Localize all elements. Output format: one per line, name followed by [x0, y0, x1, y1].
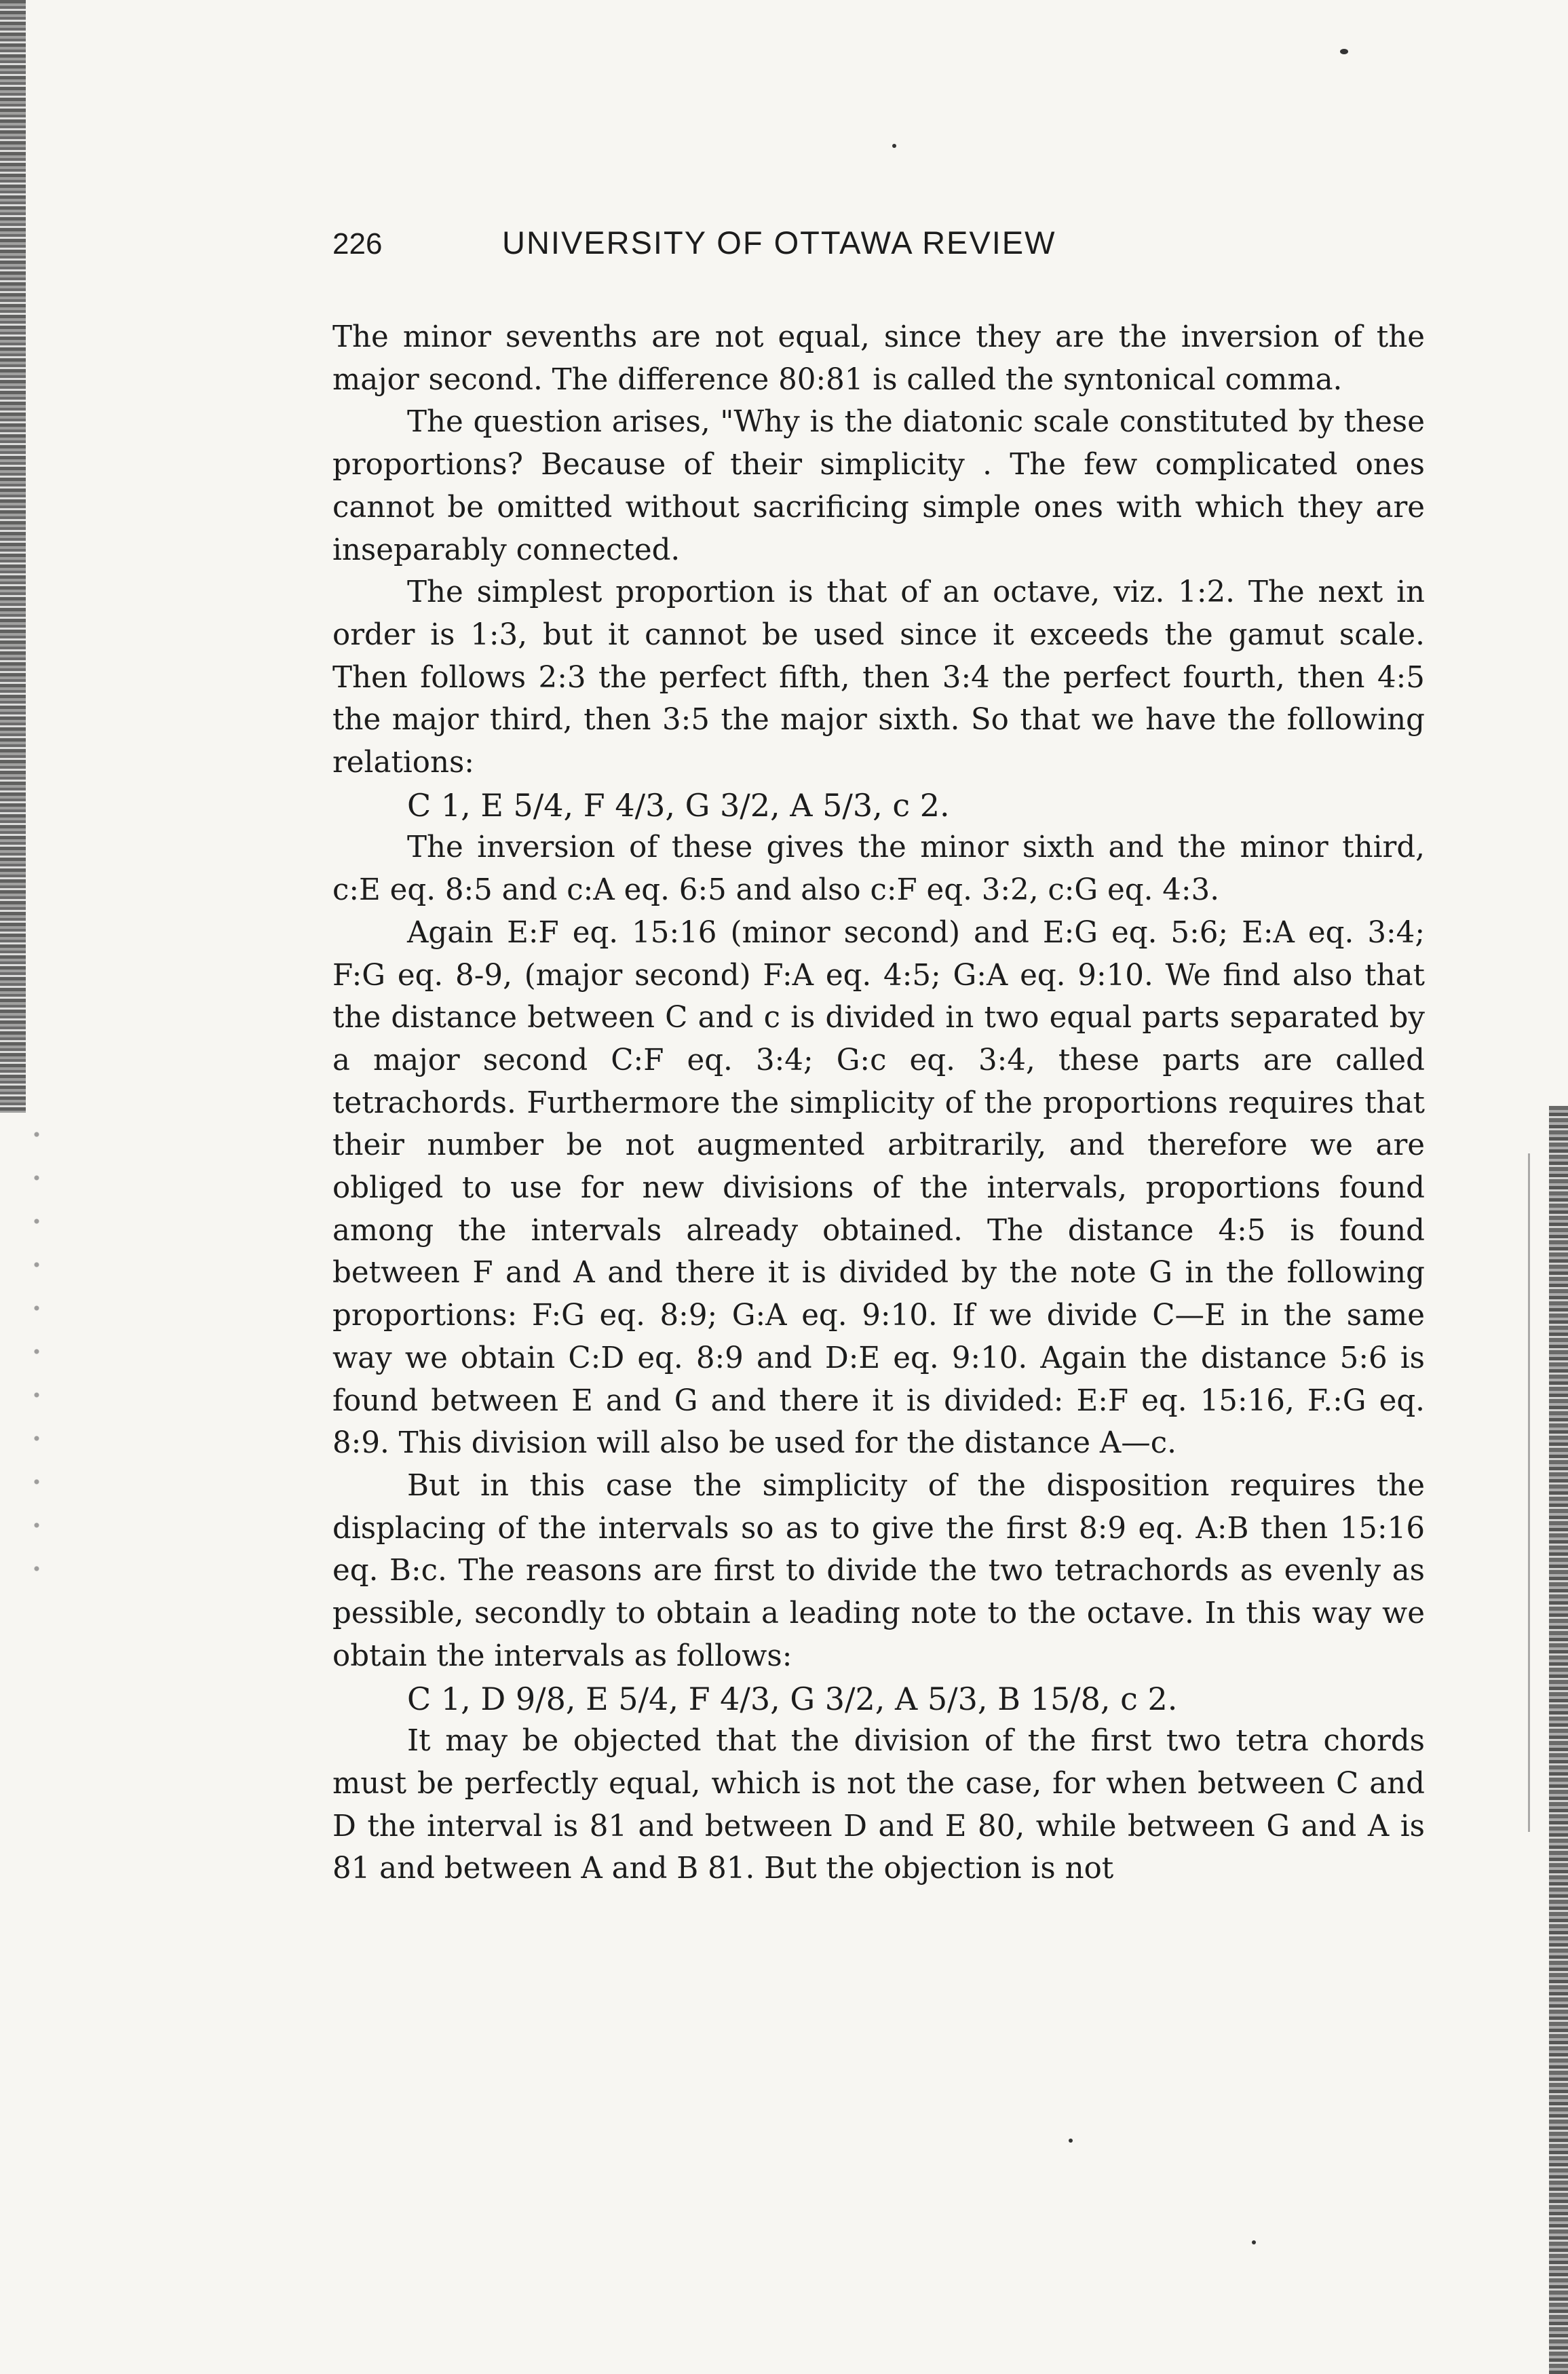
paragraph: The question arises, "Why is the diatonic scale constituted by these proportions? Because of their simplicity . The few complicated ones cannot be omitted without sacrificing simple ones with which they are inseparably connected.: [332, 405, 1425, 567]
page-number: 226: [332, 227, 383, 261]
page-header: [332, 224, 1425, 278]
scan-edge-line: [1528, 1153, 1530, 1832]
ratio-formula: C 1, D 9/8, E 5/4, F 4/3, G 3/2, A 5/3, B 15/8, c 2.: [407, 1680, 1178, 1717]
scan-speck: [1252, 2240, 1256, 2244]
paragraph: It may be objected that the division of the first two tetra chords must be perfectly equal, which is not the case, for when between C and D the interval is 81 and between D and E 80, while between G and A is 81 and between A and B 81. But the objection is not: [332, 1724, 1425, 1886]
running-head: UNIVERSITY OF OTTAWA REVIEW: [502, 225, 1056, 261]
scan-speck: [1069, 2139, 1073, 2143]
scan-speck: [892, 144, 896, 148]
paragraph: The inversion of these gives the minor sixth and the minor third, c:E eq. 8:5 and c:A eq. 6:5 and also c:F eq. 3:2, c:G eq. 4:3.: [332, 830, 1425, 908]
paragraph: The minor sevenths are not equal, since they are the inversion of the major second. The difference 80:81 is called the syntonical comma.: [332, 320, 1425, 397]
paragraph: But in this case the simplicity of the disposition requires the displacing of the intervals so as to give the first 8:9 eq. A:B then 15:16 eq. B:c. The reasons are first to divide the two tetrachords as evenly as pessible, secondly to obtain a leading note to the octave. In this way we obtain the intervals as follows:: [332, 1468, 1425, 1673]
scan-edge-left: [0, 0, 26, 1113]
scan-edge-right: [1549, 1106, 1568, 2374]
body-text: [332, 316, 1425, 1890]
paragraph: Again E:F eq. 15:16 (minor second) and E:G eq. 5:6; E:A eq. 3:4; F:G eq. 8-9, (major second) F:A eq. 4:5; G:A eq. 9:10. We find also that the distance between C and c is divided in two equal parts separated by a major second C:F eq. 3:4; G:c eq. 3:4, these parts are called tetrachords. Furthermore the simplicity of the proportions requires that their number be not augmented arbitrarily, and therefore we are obliged to use for new divisions of the intervals, proportions found among the intervals already obtained. The distance 4:5 is found between F and A and there it is divided by the note G in the following proportions: F:G eq. 8:9; G:A eq. 9:10. If we divide C—E in the same way we obtain C:D eq. 8:9 and D:E eq. 9:10. Again the distance 5:6 is found between E and G and there it is divided: E:F eq. 15:16, F.:G eq. 8:9. This division will also be used for the distance A—c.: [332, 915, 1425, 1461]
scan-speck: [1340, 49, 1348, 54]
ratio-formula: C 1, E 5/4, F 4/3, G 3/2, A 5/3, c 2.: [407, 786, 950, 824]
scan-edge-marks: [27, 1113, 47, 1588]
book-page: [332, 224, 1425, 1890]
paragraph: The simplest proportion is that of an octave, viz. 1:2. The next in order is 1:3, but it cannot be used since it exceeds the gamut scale. Then follows 2:3 the perfect fifth, then 3:4 the perfect fourth, then 4:5 the major third, then 3:5 the major sixth. So that we have the following relations:: [332, 575, 1425, 780]
